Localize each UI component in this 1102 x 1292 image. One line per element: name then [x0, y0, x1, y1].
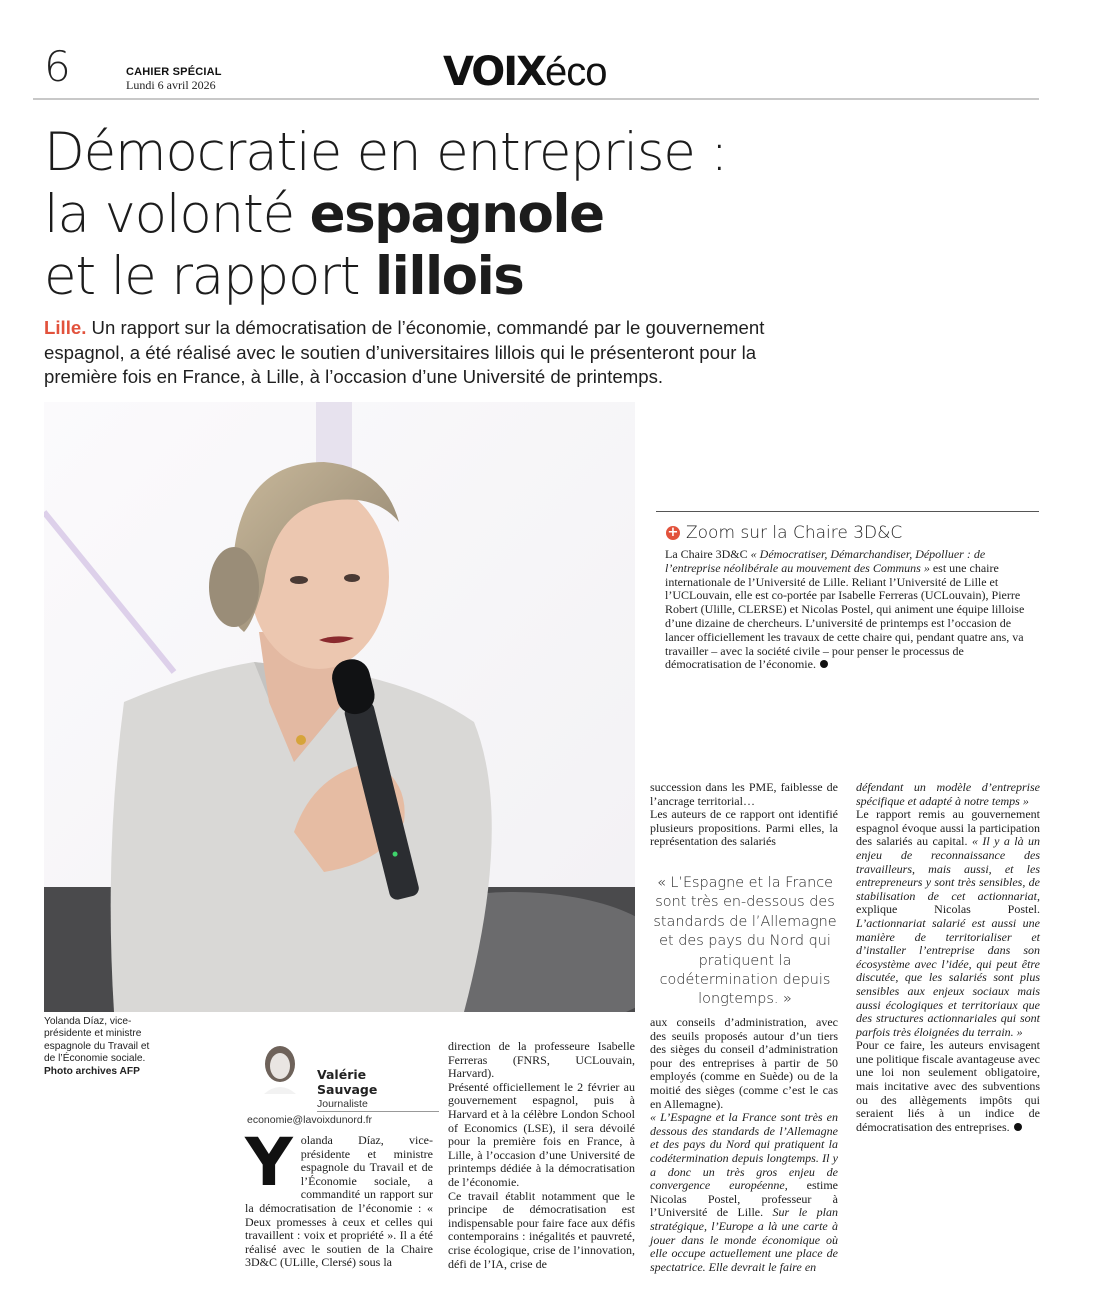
paragraph-text: , explique Nicolas Postel. [856, 888, 1040, 917]
sidebar-text-italic: « Démocratiser, Démarchandiser, Dépolluer : de l’entreprise néolibérale au mouvement des Communs » [665, 547, 986, 575]
body-column-4 [856, 781, 1040, 1134]
author-avatar [258, 1044, 302, 1094]
paragraph-text: Le rapport remis au gouvernement espagnol évoque aussi la participation des salariés au capital. [856, 807, 1040, 849]
drop-cap: Y [245, 1124, 293, 1201]
quote-italic: « Il y a là un enjeu de reconnaissance des travailleurs, mais aussi, et les entrepreneurs y sont très sensibles, de stabilisation de cet actionnariat [856, 834, 1040, 903]
body-paragraph [856, 781, 1040, 808]
headline-line-3-regular: et le rapport [44, 246, 376, 307]
paragraph-text: estime Nicolas Postel, professeur à l’Université de Lille. [650, 1178, 838, 1220]
body-column-1 [245, 1124, 433, 1270]
body-paragraph: Les auteurs de ce rapport ont identifié plusieurs propositions. Parmi elles, la représentation des salariés [650, 807, 838, 849]
quote-italic: « L’Espagne et la France sont très en dessous des standards de l’Allemagne et des pays du Nord qui pratiquent la codétermination depuis longtemps. Il y a donc un très gros enjeu de convergence européenne, [650, 1110, 838, 1193]
headline-line-1: Démocratie en entreprise : [44, 122, 727, 183]
end-of-article-dot-icon [1014, 1123, 1022, 1131]
article-photo [44, 402, 635, 1012]
page-number: 6 [44, 42, 71, 91]
sidebar-body [665, 548, 1035, 672]
portrait-photo-illustration [44, 402, 635, 1012]
body-paragraph [245, 1124, 433, 1270]
quote-italic: Sur le plan stratégique, l’Europe a là une carte à jouer dans le monde économique où elle occupe actuellement une place de spectatrice. Elle devrait le faire en [650, 1205, 838, 1274]
author-email-link[interactable]: economie@lavoixdunord.fr [247, 1114, 373, 1126]
body-paragraph: Présenté officiellement le 2 février au gouvernement espagnol, puis à Harvard et à la célèbre London School of Economics (LSE), il sera dévoilé pour la première fois en France, à Lille, à l’occasion d’une Université de printemps dédiée à la démocratisation de l’économie. [448, 1079, 635, 1189]
article-lead [44, 316, 814, 390]
sidebar-divider [656, 511, 1039, 512]
sidebar-text: est une chaire internationale de l’Université de Lille. Reliant l’Université de Lille et l’UCLouvain, elle est co-portée par Isabelle Ferreras (UCLouvain), Pierre Robert (Ulille, CLERSE) et Nicolas Postel, qui animent une équipe lilloise d’une dizaine de chercheurs. L’université de printemps est l’occasion de lancer officiellement les travaux de cette chaire qui, pendant quatre ans, va travailler – avec la société civile – pour penser le processus de démocratisation de l’économie. [665, 560, 1025, 672]
body-paragraph [650, 1111, 838, 1274]
author-name [317, 1068, 377, 1097]
author-portrait-icon [258, 1044, 302, 1094]
article-headline [44, 122, 944, 308]
issue-date: Lundi 6 avril 2026 [126, 78, 216, 92]
body-paragraph: succession dans les PME, faiblesse de l’ancrage territorial… [650, 780, 838, 808]
body-paragraph: aux conseils d’administration, avec des seuils proposés autour d’un tiers des sièges du conseil d’administration pour des entreprises à partir de 50 employés (comme en Suède) ou de la moitié des sièges (comme c’est le cas en Allemagne). [650, 1015, 838, 1111]
body-paragraph: direction de la professeure Isabelle Ferreras (FNRS, UCLouvain, Harvard). [448, 1039, 635, 1081]
headline-line-3-bold: lillois [375, 246, 524, 307]
sidebar-title-text: Zoom sur la Chaire 3D&C [686, 523, 903, 543]
photo-credit: Photo archives AFP [44, 1065, 140, 1077]
plus-circle-icon: + [667, 525, 679, 540]
quote-italic: défendant un modèle d’entreprise spécifique et adapté à notre temps » [856, 780, 1040, 808]
body-column-3-top [650, 781, 838, 849]
headline-line-2-regular: la volonté [44, 184, 310, 245]
body-column-2 [448, 1040, 635, 1271]
publication-logo [443, 50, 606, 94]
paragraph-text: Pour ce faire, les auteurs envisagent une politique fiscale avantageuse avec une loi non seulement obligatoire, mais incitative avec des subventions ou des allègements impôts qui seraient liés à un indice de démocratisation des entreprises. [856, 1038, 1040, 1134]
body-column-3-bottom [650, 1016, 838, 1274]
logo-voix: VOIX [443, 49, 545, 95]
headline-line-2-bold: espagnole [309, 184, 604, 245]
pull-quote: « L’Espagne et la France sont très en-dessous des standards de l’Allemagne et des pays du Nord qui pratiquent la codétermination depuis longtemps. » [653, 875, 837, 1008]
logo-eco: éco [544, 50, 607, 94]
caption-text: Yolanda Díaz, vice-présidente et ministre espagnole du Travail et de l’Économie sociale. [44, 1016, 150, 1065]
paragraph-text: olanda Díaz, vice-présidente et ministre espagnole du Travail et de l’Économie sociale, a commandité un rapport sur la démocratisation de l’économie : « Deux promesses à ceux et celles qui travaillent : voix et propriété ». Il a été réalisé avec le soutien de la Chaire 3D&C (ULille, Clersé) sous la [245, 1133, 433, 1270]
sidebar-title [666, 522, 902, 544]
lead-text: Un rapport sur la démocratisation de l’économie, commandé par le gouvernement espagnol, a été réalisé avec le soutien d’universitaires lillois qui le présenteront pour la première fois en France, à Lille, à l’occasion d’une Université de printemps. [44, 317, 765, 387]
headline-line-2 [44, 184, 944, 246]
end-of-box-dot-icon [820, 660, 828, 668]
author-role: Journaliste [317, 1098, 439, 1112]
headline-line-3 [44, 246, 944, 308]
quote-italic: L’actionnariat salarié est aussi une manière de territorialiser et d’installer l’entreprise dans son écosystème avec l’idée, qui peut être discutée, que les salariés sont plus sensibles aux enjeux sociaux mais aussi écologiques et territoriaux que des structures actionnariales qui sont parfois très éloignées du terrain. » [856, 915, 1040, 1039]
author-first-name: Valérie [317, 1067, 367, 1082]
body-paragraph [856, 1039, 1040, 1134]
header-divider [33, 98, 1039, 100]
body-paragraph: Ce travail établit notamment que le principe de démocratisation est indispensable pour faire face aux défis contemporains : inégalités et pauvreté, crise écologique, crise de l’innovation, défi de l’IA, crise de [448, 1188, 635, 1271]
photo-caption [44, 1016, 154, 1078]
body-paragraph [856, 808, 1040, 1039]
author-last-name: Sauvage [317, 1081, 378, 1097]
lead-location: Lille. [44, 317, 87, 338]
sidebar-text: La Chaire 3D&C [665, 547, 751, 561]
section-label: CAHIER SPÉCIAL [126, 66, 222, 78]
